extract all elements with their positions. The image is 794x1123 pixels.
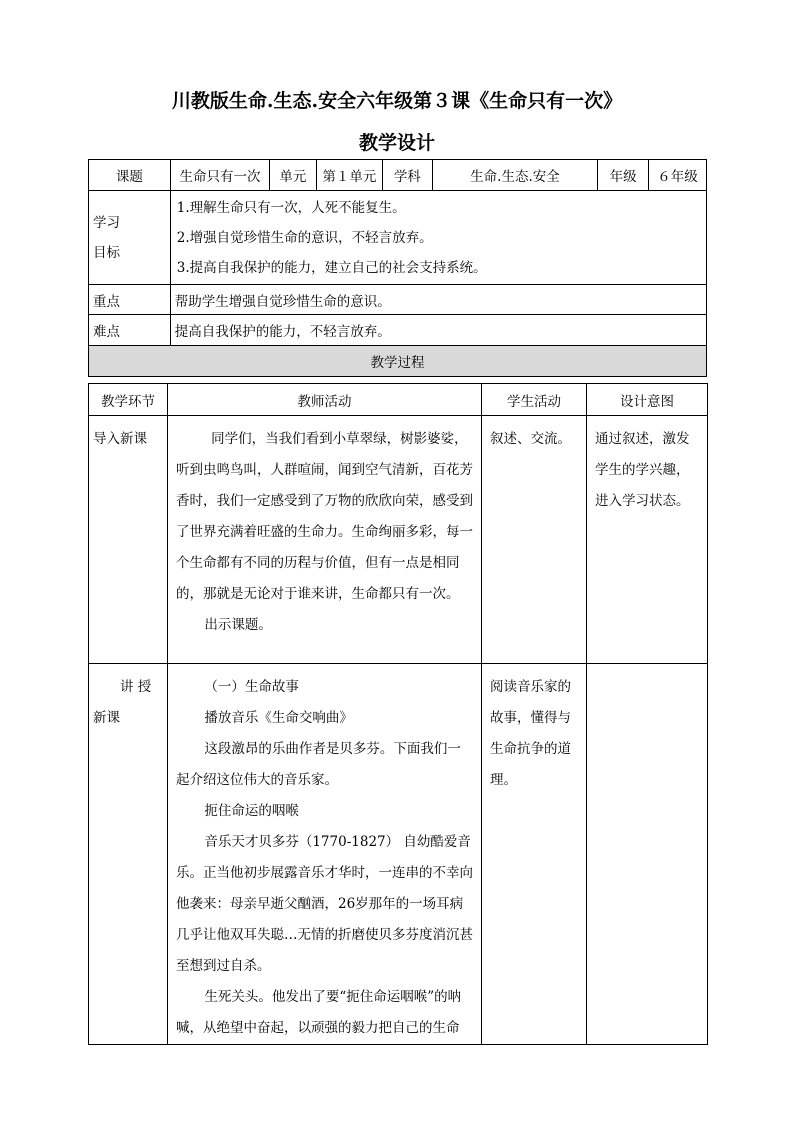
grade-label: 年级 (598, 160, 649, 191)
teacher-paragraph: 扼住命运的咽喉 (204, 803, 299, 819)
grade-value: ６年级 (649, 160, 707, 191)
col-header-intent: 设计意图 (587, 384, 708, 416)
lesson-plan-table (88, 159, 707, 377)
unit-value: 第１单元 (316, 160, 382, 191)
goals-label-line1: 学习 (93, 214, 120, 231)
teacher-activity-lecture (168, 664, 482, 1045)
teacher-paragraph: 音乐天才贝多芬（1770-1827） 自幼酷爱音乐。正当他初步展露音乐才华时，一连串的不幸向他袭来：母亲早逝父酗酒，26岁那年的一场耳病几乎让他双耳失聪…无情的折磨使贝多芬度消沉甚至想到过自杀。 (176, 834, 473, 974)
col-header-teacher: 教师活动 (168, 384, 482, 416)
key-point-row (89, 285, 707, 315)
teacher-paragraph: 出示课题。 (204, 617, 272, 633)
process-header-row (89, 346, 707, 377)
difficulty-value: 提高自我保护的能力，不轻言放弃。 (170, 315, 706, 346)
teacher-paragraph: 同学们，当我们看到小草翠绿，树影婆娑，听到虫鸣鸟叫，人群喧闹，闻到空气清新，百花芳香时，我们一定感受到了万物的欣欣向荣，感受到了世界充满着旺盛的生命力。生命绚丽多彩，每一个生命都有不同的历程与价值，但有一点是相同的，那就是无论对于谁来讲，生命都只有一次。 (176, 431, 473, 602)
student-text: 阅读音乐家的故事，懂得与生命抗争的道理。 (490, 679, 571, 788)
difficulty-label: 难点 (89, 315, 171, 346)
col-header-student: 学生活动 (482, 384, 587, 416)
topic-value: 生命只有一次 (170, 160, 269, 191)
student-text: 叙述、交流。 (490, 431, 571, 447)
table-row (89, 416, 708, 664)
stage-lecture (89, 664, 168, 1045)
key-point-label: 重点 (89, 285, 171, 315)
stage-intro: 导入新课 (89, 416, 168, 664)
process-column-header-row (89, 384, 708, 416)
goal-item: 1.理解生命只有一次，人死不能复生。 (176, 199, 406, 216)
info-row (89, 160, 707, 191)
intent-text: 通过叙述，激发学生的学兴趣，进入学习状态。 (595, 431, 690, 509)
difficulty-row (89, 315, 707, 346)
goal-item: 3.提高自我保护的能力，建立自己的社会支持系统。 (176, 259, 487, 276)
goals-content (170, 191, 706, 285)
stage-line: 讲 授 (120, 679, 152, 695)
process-table (88, 383, 708, 1045)
teacher-paragraph: （一）生命故事 (204, 679, 299, 695)
design-intent-lecture (587, 664, 708, 1045)
document-title: 川教版生命.生态.安全六年级第３课《生命只有一次》 (171, 90, 623, 112)
subject-value: 生命.生态.安全 (432, 160, 598, 191)
teacher-paragraph: 播放音乐《生命交响曲》 (204, 710, 353, 726)
topic-label: 课题 (89, 160, 171, 191)
teacher-paragraph: 生死关头。他发出了要“扼住命运咽喉”的呐喊，从绝望中奋起，以顽强的毅力把自己的生命 (176, 989, 462, 1036)
goals-label (89, 191, 171, 285)
table-row (89, 664, 708, 1045)
goals-row (89, 191, 707, 285)
goals-label-line2: 目标 (93, 244, 120, 261)
design-intent-intro (587, 416, 708, 664)
col-header-stage: 教学环节 (89, 384, 168, 416)
student-activity-intro (482, 416, 587, 664)
student-activity-lecture (482, 664, 587, 1045)
goal-item: 2.增强自觉珍惜生命的意识，不轻言放弃。 (176, 229, 433, 246)
document-subtitle: 教学设计 (358, 132, 435, 154)
stage-line: 新课 (93, 710, 120, 726)
teacher-paragraph: 这段激昂的乐曲作者是贝多芬。下面我们一起介绍这位伟大的音乐家。 (176, 741, 461, 788)
subject-label: 学科 (382, 160, 432, 191)
process-header: 教学过程 (89, 346, 707, 377)
unit-label: 单元 (270, 160, 317, 191)
teacher-activity-intro (168, 416, 482, 664)
key-point-value: 帮助学生增强自觉珍惜生命的意识。 (170, 285, 706, 315)
